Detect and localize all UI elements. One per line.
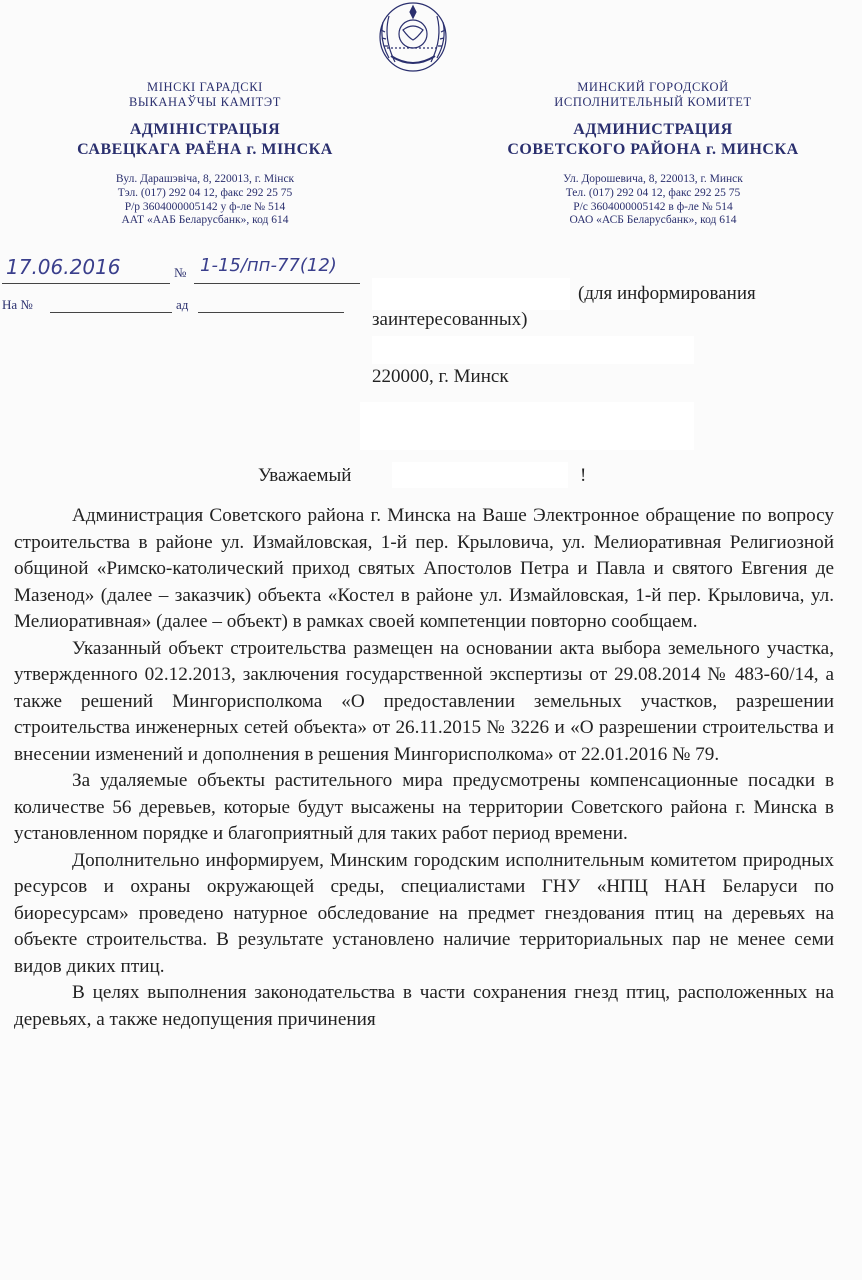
redacted-recipient-name	[372, 278, 570, 310]
account-line: Р/с 3604000005142 в ф-ле № 514	[573, 200, 733, 213]
org-parent-line1: МИНСКИЙ ГОРОДСКОЙ	[577, 80, 729, 94]
paragraph-1: Администрация Советского района г. Минска на Ваше Электронное обращение по вопросу строительства в районе ул. Измайловская, 1-й пер. Крыловича, ул. Мелиоративная Религиозной общиной «Римско-католический приход святых Апостолов Петра и Павла и святого Евгения де Мазенод» (далее – заказчик) объекта «Костел в районе ул. Измайловская, 1-й пер. Крыловича, ул. Мелиоративная» (далее – объект) в рамках своей компетенции повторно сообщаем.	[14, 505, 834, 632]
redacted-address	[360, 402, 694, 450]
paragraph-2: Указанный объект строительства размещен на основании акта выбора земельного участка, утвержденного 02.12.2013, заключения государственной экспертизы от 29.08.2014 № 483-60/14, а также решений Мингорисполкома «О предоставлении земельных участков, разрешении строительства инженерных сетей объекта» от 26.11.2015 № 3226 и «О разрешении строительства и внесении изменений и дополнения в решения Мингорисполкома» от 22.01.2016 № 79.	[14, 637, 834, 765]
addressee-note-line2: заинтересованных)	[372, 309, 528, 330]
letterhead-russian	[488, 80, 818, 228]
org-name-line2: САВЕЦКАГА РАЁНА г. МІНСКА	[77, 141, 333, 158]
salutation-word: Уважаемый	[258, 465, 352, 486]
address-line: Вул. Дарашэвіча, 8, 220013, г. Мінск	[115, 173, 295, 185]
org-name-line2: СОВЕТСКОГО РАЙОНА г. МИНСКА	[507, 141, 799, 158]
org-parent-line1: МІНСКІ ГАРАДСКІ	[147, 80, 263, 94]
reply-number-line	[50, 297, 172, 313]
addressee-city: 220000, г. Минск	[372, 366, 509, 387]
letterhead-belarusian	[40, 80, 370, 228]
account-line: Р/р 3604000005142 у ф-ле № 514	[124, 200, 286, 213]
bank-line: ОАО «АСБ Беларусбанк», код 614	[569, 214, 737, 227]
reply-label: На №	[2, 297, 33, 312]
letter-body	[14, 503, 834, 1033]
redacted-recipient	[392, 462, 568, 488]
number-field	[194, 255, 360, 284]
salutation-end: !	[580, 465, 587, 486]
redacted-street	[372, 336, 694, 364]
reply-date-line	[198, 297, 344, 313]
bank-line: ААТ «ААБ Беларусбанк», код 614	[121, 214, 289, 227]
registration-block	[2, 255, 362, 315]
org-name-line1: АДМИНИСТРАЦИЯ	[573, 121, 733, 138]
org-name-line1: АДМІНІСТРАЦЫЯ	[129, 121, 281, 138]
from-label: ад	[176, 297, 189, 312]
handwritten-number: 1-15/пп-77(12)	[200, 255, 337, 276]
salutation	[258, 465, 351, 487]
address-line: Ул. Дорошевича, 8, 220013, г. Минск	[563, 173, 743, 185]
handwritten-date: 17.06.2016	[6, 255, 121, 279]
org-parent-line2: ИСПОЛНИТЕЛЬНЫЙ КОМИТЕТ	[554, 95, 752, 109]
paragraph-4: Дополнительно информируем, Минским городским исполнительным комитетом природных ресурсов и охраны окружающей среды, специалистами ГНУ «НПЦ НАН Беларуси по биоресурсам» проведено натурное обследование на предмет гнездования птиц на деревьях на объекте строительства. В результате установлено наличие территориальных пар не менее семи видов диких птиц.	[14, 849, 834, 977]
phone-line: Тел. (017) 292 04 12, факс 292 25 75	[565, 186, 741, 199]
paragraph-3: За удаляемые объекты растительного мира предусмотрены компенсационные посадки в количестве 56 деревьев, которые будут высажены на территории Советского района г. Минска в установленном порядке и благоприятный для таких работ период времени.	[14, 770, 834, 844]
paragraph-5: В целях выполнения законодательства в части сохранения гнезд птиц, расположенных на деревьях, а также недопущения причинения	[14, 982, 834, 1030]
phone-line: Тэл. (017) 292 04 12, факс 292 25 75	[117, 186, 293, 199]
belarus-coat-of-arms-icon	[369, 0, 457, 74]
org-parent-line2: ВЫКАНАЎЧЫ КАМІТЭТ	[128, 95, 282, 109]
date-field	[2, 255, 170, 284]
number-sign: №	[174, 265, 187, 280]
addressee-note-line1: (для информирования	[578, 283, 756, 304]
